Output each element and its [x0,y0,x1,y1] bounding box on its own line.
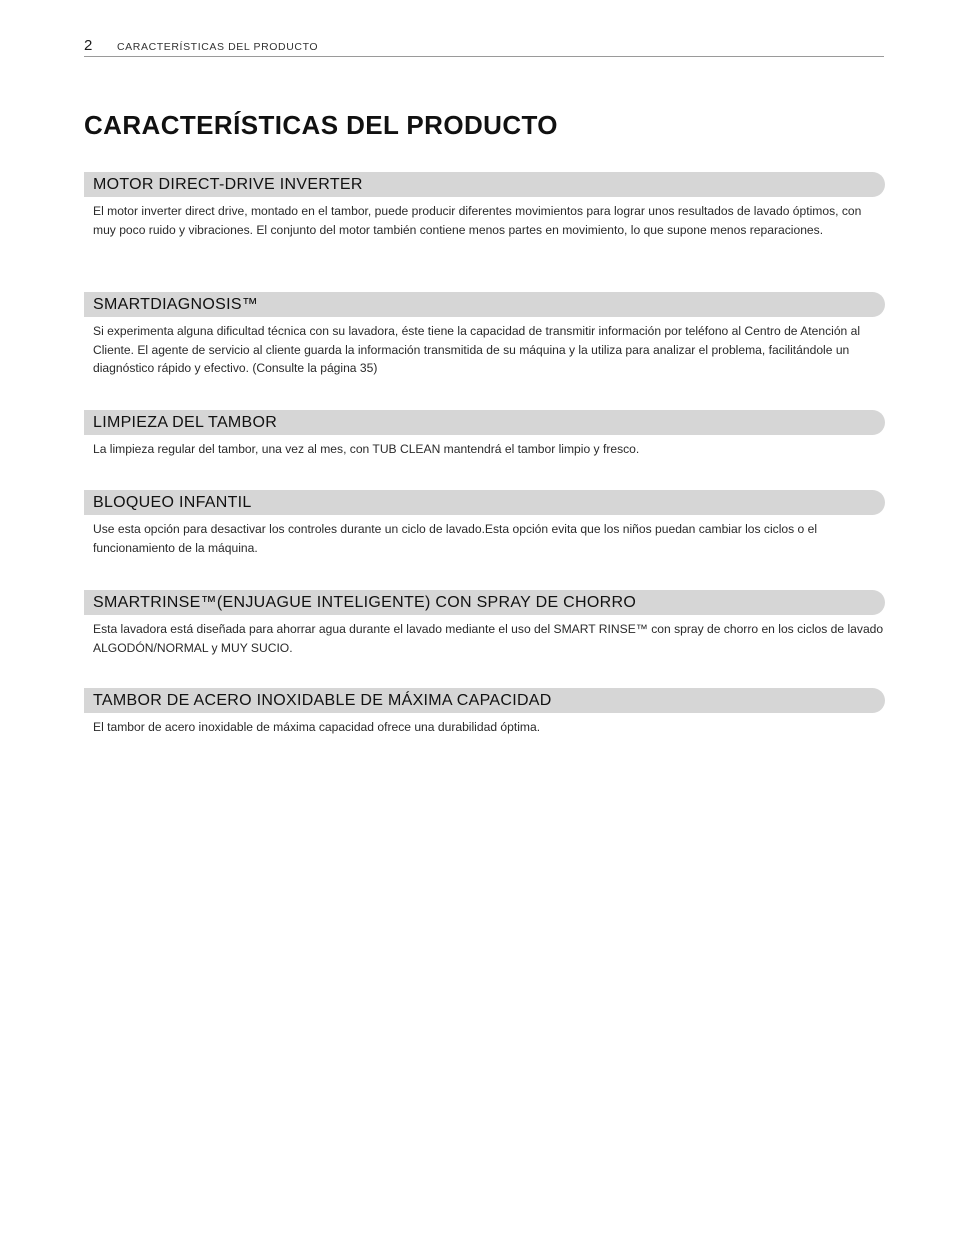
page-number: 2 [84,37,93,54]
page-header [84,38,884,57]
section-body: El tambor de acero inoxidable de máxima capacidad ofrece una durabilidad óptima. [93,720,541,734]
section-body: La limpieza regular del tambor, una vez al mes, con TUB CLEAN mantendrá el tambor limpio y fresco. [93,442,640,456]
section-heading-bar [84,410,885,435]
section-heading-bar [84,172,885,197]
section-heading-bar [84,590,885,615]
section-heading: BLOQUEO INFANTIL [93,494,252,511]
section-body: Esta lavadora está diseñada para ahorrar agua durante el lavado mediante el uso del SMART RINSE™ con spray de chorro en los ciclos de lavado ALGODÓN/NORMAL y MUY SUCIO. [93,622,884,655]
section-heading: MOTOR DIRECT-DRIVE INVERTER [93,176,363,193]
section-bloqueo-infantil [84,490,885,557]
section-body: Si experimenta alguna dificultad técnica con su lavadora, éste tiene la capacidad de transmitir información por teléfono al Centro de Atención al Cliente. El agente de servicio al cliente guarda la información transmitida de su máquina y la utiliza para analizar el problema, facilitándole un diagnóstico rápido y efectivo. (Consulte la página 35) [93,324,861,375]
section-smartrinse [84,590,885,657]
section-motor-direct-drive [84,172,885,239]
section-heading-bar [84,292,885,317]
section-heading: TAMBOR DE ACERO INOXIDABLE DE MÁXIMA CAPACIDAD [93,692,552,709]
section-body: El motor inverter direct drive, montado en el tambor, puede producir diferentes movimientos para lograr unos resultados de lavado óptimos, con muy poco ruido y vibraciones. El conjunto del motor también contiene menos partes en movimiento, lo que supone menos reparaciones. [93,204,862,237]
section-heading-bar [84,490,885,515]
page-title: CARACTERÍSTICAS DEL PRODUCTO [84,110,558,140]
section-heading: SMARTRINSE™(ENJUAGUE INTELIGENTE) CON SPRAY DE CHORRO [93,594,637,611]
section-heading: LIMPIEZA DEL TAMBOR [93,414,278,431]
running-title: CARACTERÍSTICAS DEL PRODUCTO [117,41,319,53]
section-limpieza-tambor [84,410,885,459]
section-smartdiagnosis [84,292,885,378]
section-heading: SMARTDIAGNOSIS™ [93,296,259,313]
section-body: Use esta opción para desactivar los controles durante un ciclo de lavado.Esta opción evita que los niños puedan cambiar los ciclos o el funcionamiento de la máquina. [93,522,818,555]
section-heading-bar [84,688,885,713]
section-tambor-acero-inoxidable [84,688,885,737]
